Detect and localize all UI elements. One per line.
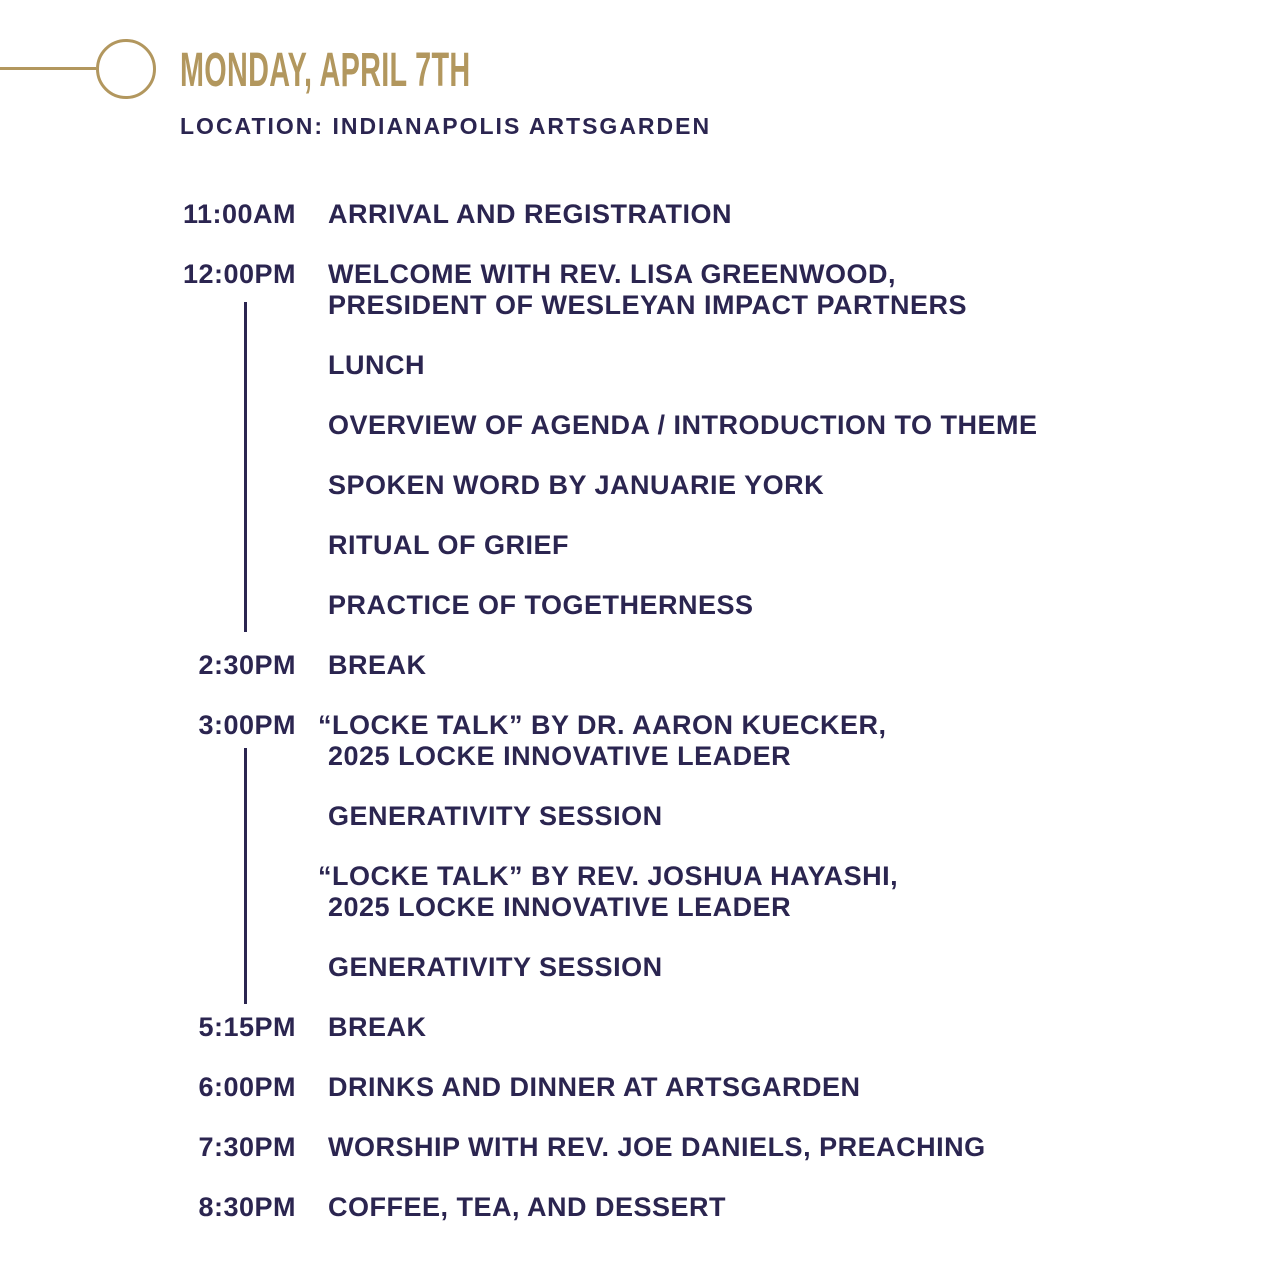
- schedule-row: [0, 590, 1275, 621]
- schedule-row: [0, 710, 1275, 772]
- event-title: [328, 1072, 861, 1103]
- event-title: [328, 1012, 427, 1043]
- event-title-line: PRACTICE OF TOGETHERNESS: [328, 590, 754, 620]
- event-title: [328, 259, 967, 321]
- event-title: [328, 199, 732, 230]
- schedule-row: [0, 350, 1275, 381]
- event-title-line: RITUAL OF GRIEF: [328, 530, 569, 560]
- event-title-line: BREAK: [328, 1012, 427, 1042]
- event-time: 8:30PM: [198, 1192, 296, 1222]
- schedule-row: [0, 530, 1275, 561]
- event-time: 6:00PM: [198, 1072, 296, 1102]
- page-title: MONDAY, APRIL 7TH: [180, 44, 471, 97]
- event-time: 5:15PM: [198, 1012, 296, 1042]
- event-title-line: COFFEE, TEA, AND DESSERT: [328, 1192, 727, 1222]
- event-title-line: DRINKS AND DINNER AT ARTSGARDEN: [328, 1072, 861, 1102]
- schedule-row: [0, 410, 1275, 441]
- event-title: [328, 1132, 986, 1163]
- schedule-row: [0, 1072, 1275, 1103]
- schedule-row: [0, 199, 1275, 230]
- event-title: [328, 1192, 726, 1223]
- event-title-line: LUNCH: [328, 350, 425, 380]
- event-title-line: GENERATIVITY SESSION: [328, 952, 663, 982]
- schedule-row: [0, 1192, 1275, 1223]
- schedule-row: [0, 259, 1275, 321]
- event-title-line: BREAK: [328, 650, 427, 680]
- schedule-row: [0, 470, 1275, 501]
- event-title-line: ARRIVAL AND REGISTRATION: [328, 199, 733, 229]
- schedule-row: [0, 1132, 1275, 1163]
- event-title: [328, 650, 427, 681]
- schedule-row: [0, 1012, 1275, 1043]
- event-title-line: “LOCKE TALK” BY DR. AARON KUECKER,: [318, 710, 887, 740]
- schedule-row: [0, 861, 1275, 923]
- event-title: [328, 410, 1038, 441]
- event-title-line: 2025 LOCKE INNOVATIVE LEADER: [328, 741, 792, 771]
- event-title-line: WORSHIP WITH REV. JOE DANIELS, PREACHING: [328, 1132, 986, 1162]
- event-time: 11:00AM: [182, 199, 296, 229]
- event-title-line: SPOKEN WORD BY JANUARIE YORK: [328, 470, 825, 500]
- event-title: [328, 350, 425, 381]
- schedule-list: [0, 199, 1275, 1252]
- event-title: [328, 470, 824, 501]
- event-title: [328, 952, 663, 983]
- event-title-line: WELCOME WITH REV. LISA GREENWOOD,: [328, 259, 897, 289]
- event-title: [328, 590, 754, 621]
- event-title-line: 2025 LOCKE INNOVATIVE LEADER: [328, 892, 792, 922]
- event-time: 2:30PM: [198, 650, 296, 680]
- event-time: 7:30PM: [198, 1132, 296, 1162]
- event-title-line: GENERATIVITY SESSION: [328, 801, 663, 831]
- event-title: [318, 710, 887, 772]
- event-title-line: OVERVIEW OF AGENDA / INTRODUCTION TO THEME: [328, 410, 1038, 440]
- event-title: [328, 530, 569, 561]
- header-rule-line: [0, 67, 96, 70]
- event-time: 12:00PM: [182, 259, 296, 289]
- schedule-row: [0, 650, 1275, 681]
- event-title: [318, 861, 899, 923]
- header-circle-icon: [96, 39, 156, 99]
- event-title-line: PRESIDENT OF WESLEYAN IMPACT PARTNERS: [328, 290, 968, 320]
- schedule-row: [0, 801, 1275, 832]
- event-title: [328, 801, 663, 832]
- schedule-row: [0, 952, 1275, 983]
- event-title-line: “LOCKE TALK” BY REV. JOSHUA HAYASHI,: [318, 861, 899, 891]
- location-label: LOCATION: INDIANAPOLIS ARTSGARDEN: [180, 113, 712, 139]
- event-time: 3:00PM: [198, 710, 296, 740]
